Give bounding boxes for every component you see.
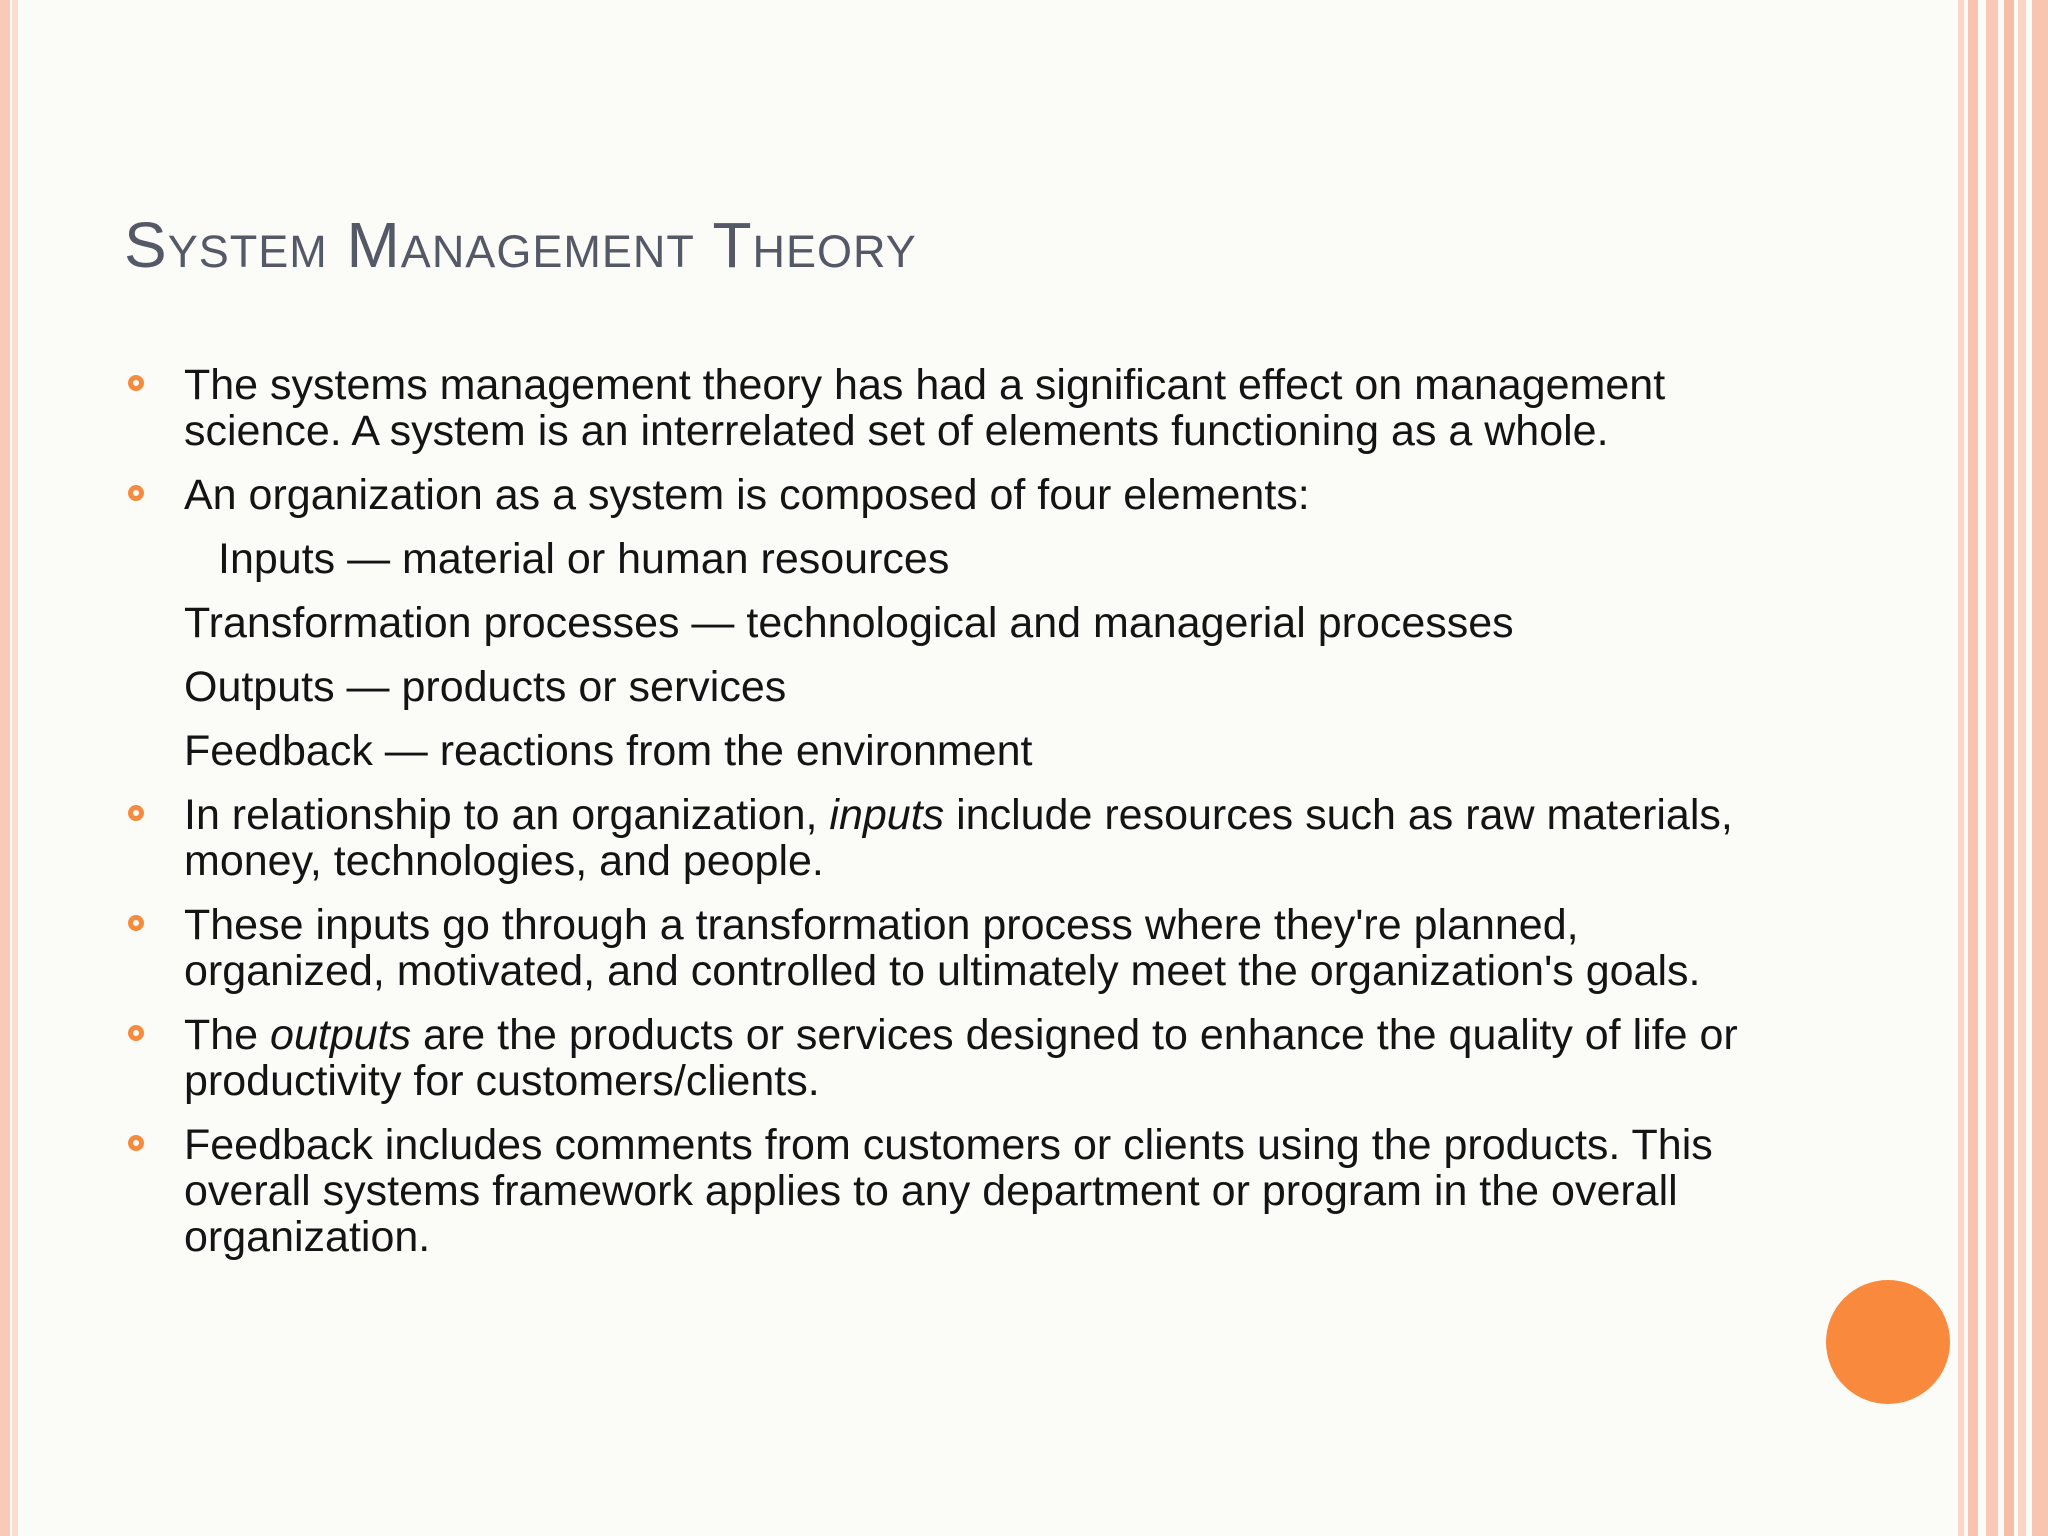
hollow-circle-bullet-icon	[128, 375, 144, 391]
right-border-stripe	[2004, 0, 2014, 1536]
hollow-circle-bullet-icon	[128, 485, 144, 501]
left-border-stripe	[0, 0, 10, 1536]
right-border-stripe	[1986, 0, 1998, 1536]
bullet-item	[128, 1122, 1788, 1260]
bullet-item	[128, 1012, 1788, 1104]
bullet-item	[128, 362, 1788, 454]
right-border-stripe	[2032, 0, 2048, 1536]
slide-body	[128, 362, 1788, 1260]
bullet-item	[128, 472, 1788, 518]
right-border-stripe	[1968, 0, 1978, 1536]
element-line-feedback: Feedback — reactions from the environment	[184, 727, 1033, 775]
hollow-circle-bullet-icon	[128, 915, 144, 931]
orange-circle-decoration	[1826, 1280, 1950, 1404]
hollow-circle-bullet-icon	[128, 1135, 144, 1151]
bullet-text: These inputs go through a transformation process where they're planned, organized, motivated, and controlled to ultimately meet the organization's goals.	[184, 901, 1701, 995]
bullet-item	[128, 792, 1788, 884]
bullet-text-start: In relationship to an organization,	[184, 791, 830, 839]
left-border-stripe-inner	[12, 0, 18, 1536]
emphasis-outputs: outputs	[270, 1011, 412, 1059]
right-border-stripe	[1958, 0, 1964, 1536]
slide-title: System Management Theory	[124, 209, 917, 281]
element-line-transformation: Transformation processes — technological and managerial processes	[184, 599, 1514, 647]
bullet-text-start: The	[184, 1011, 271, 1059]
hollow-circle-bullet-icon	[128, 1025, 144, 1041]
bullet-text-end: are the products or services designed to enhance the quality of life or productivity for customers/clients.	[184, 1011, 1738, 1105]
bullet-text-end: include resources such as raw materials, money, technologies, and people.	[184, 791, 1733, 885]
bullet-text: An organization as a system is composed of four elements:	[184, 471, 1310, 519]
bullet-text: The systems management theory has had a significant effect on management science. A system is an interrelated set of elements functioning as a whole.	[184, 361, 1666, 455]
bullet-item	[128, 902, 1788, 994]
emphasis-inputs: inputs	[829, 791, 945, 839]
right-border-stripe	[2018, 0, 2026, 1536]
bullet-text: Feedback includes comments from customers or clients using the products. This overall systems framework applies to any department or program in the overall organization.	[184, 1121, 1713, 1261]
element-line-outputs: Outputs — products or services	[184, 663, 787, 711]
hollow-circle-bullet-icon	[128, 805, 144, 821]
element-line-inputs: Inputs — material or human resources	[218, 535, 950, 583]
